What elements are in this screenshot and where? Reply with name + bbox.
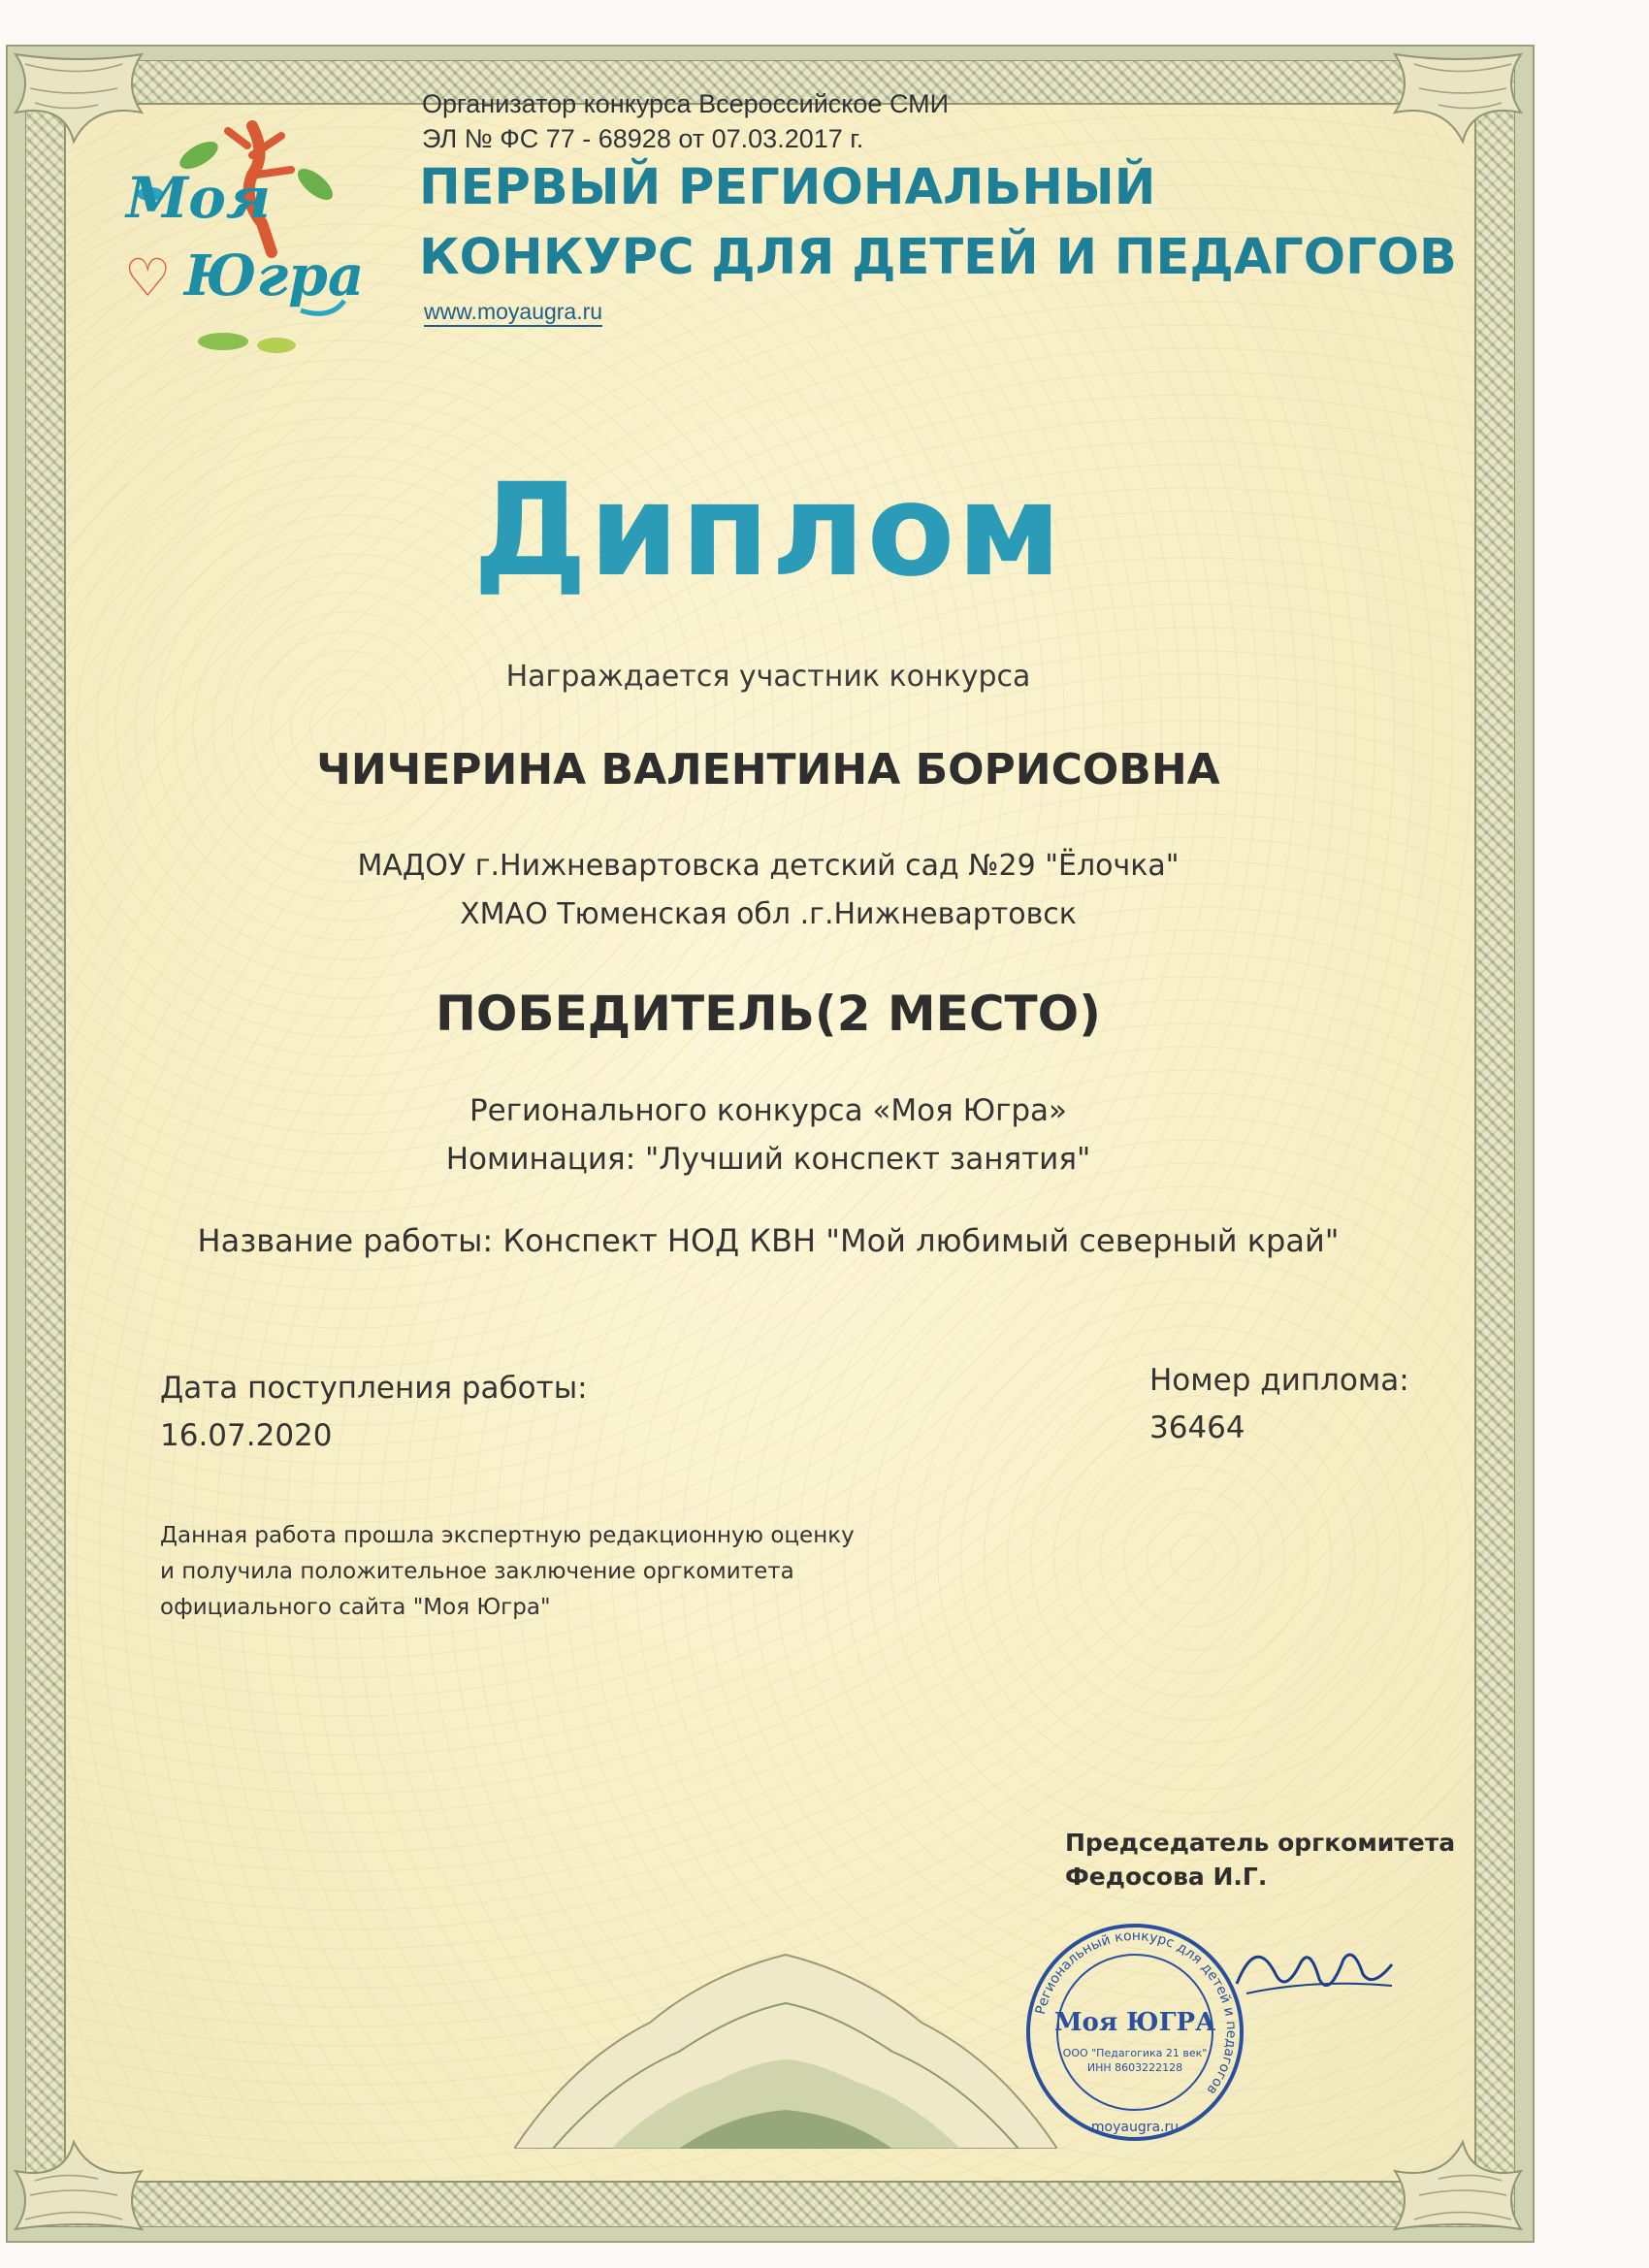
lace-ornament-icon [514,1916,1057,2149]
submission-date-label: Дата поступления работы: [160,1371,588,1406]
contest-title-line-1: ПЕРВЫЙ РЕГИОНАЛЬНЫЙ [419,159,1156,216]
website-link[interactable]: www.moyaugra.ru [424,299,602,327]
review-note-line-3: официального сайта "Моя Югра" [160,1595,551,1620]
signatory-name: Федосова И.Г. [1065,1863,1268,1891]
recipient-name: ЧИЧЕРИНА ВАЛЕНТИНА БОРИСОВНА [316,745,1220,794]
logo-text-moya: Моя [126,165,272,231]
logo-decoration-icon [107,116,349,359]
contest-title-line-2: КОНКУРС ДЛЯ ДЕТЕЙ И ПЕДАГОГОВ [419,229,1457,286]
nomination: Номинация: "Лучший конспект занятия" [445,1142,1091,1177]
work-title: Название работы: Конспект НОД КВН "Мой любимый северный край" [197,1222,1340,1259]
signature-mark [1227,1926,1402,2013]
diploma-title: Диплом [472,456,1064,605]
organizer-line-1: Организатор конкурса Всероссийское СМИ [422,89,950,118]
stamp-site: moyaugra.ru [1090,2120,1180,2135]
moya-yugra-logo [107,116,365,359]
stamp-inn: ИНН 8603222128 [1086,2061,1183,2074]
logo-text-yugra: Югра [184,243,365,308]
stamp-ring-text: Региональный конкурс для детей и педагогов [1032,1928,1240,2098]
organization-line-1: МАДОУ г.Нижневартовска детский сад №29 "Ёлочка" [357,849,1180,883]
diploma-number-value: 36464 [1149,1410,1245,1445]
organization-line-2: ХМАО Тюменская обл .г.Нижневартовск [460,897,1077,931]
awarded-text: Награждается участник конкурса [505,660,1031,694]
corner-ornament-icon [1385,2093,1531,2239]
review-note-line-2: и получила положительное заключение оргкомитета [160,1559,794,1584]
organizer-line-2: ЭЛ № ФС 77 - 68928 от 07.03.2017 г. [422,124,864,153]
corner-ornament-icon [6,2093,151,2239]
stamp-center-text: Моя ЮГРА [1053,2008,1216,2037]
contest-name: Регионального конкурса «Моя Югра» [469,1093,1068,1128]
official-stamp [1018,1916,1251,2149]
signatory-title: Председатель оргкомитета [1065,1829,1456,1857]
winner-place: ПОБЕДИТЕЛЬ(2 МЕСТО) [435,986,1101,1042]
submission-date-value: 16.07.2020 [160,1418,333,1453]
review-note-line-1: Данная работа прошла экспертную редакционную оценку [160,1523,855,1548]
heart-icon: ♡ [124,247,172,308]
corner-ornament-icon [1385,45,1531,190]
diploma-number-label: Номер диплома: [1149,1363,1409,1398]
stamp-company: ООО "Педагогика 21 век" [1062,2047,1208,2059]
